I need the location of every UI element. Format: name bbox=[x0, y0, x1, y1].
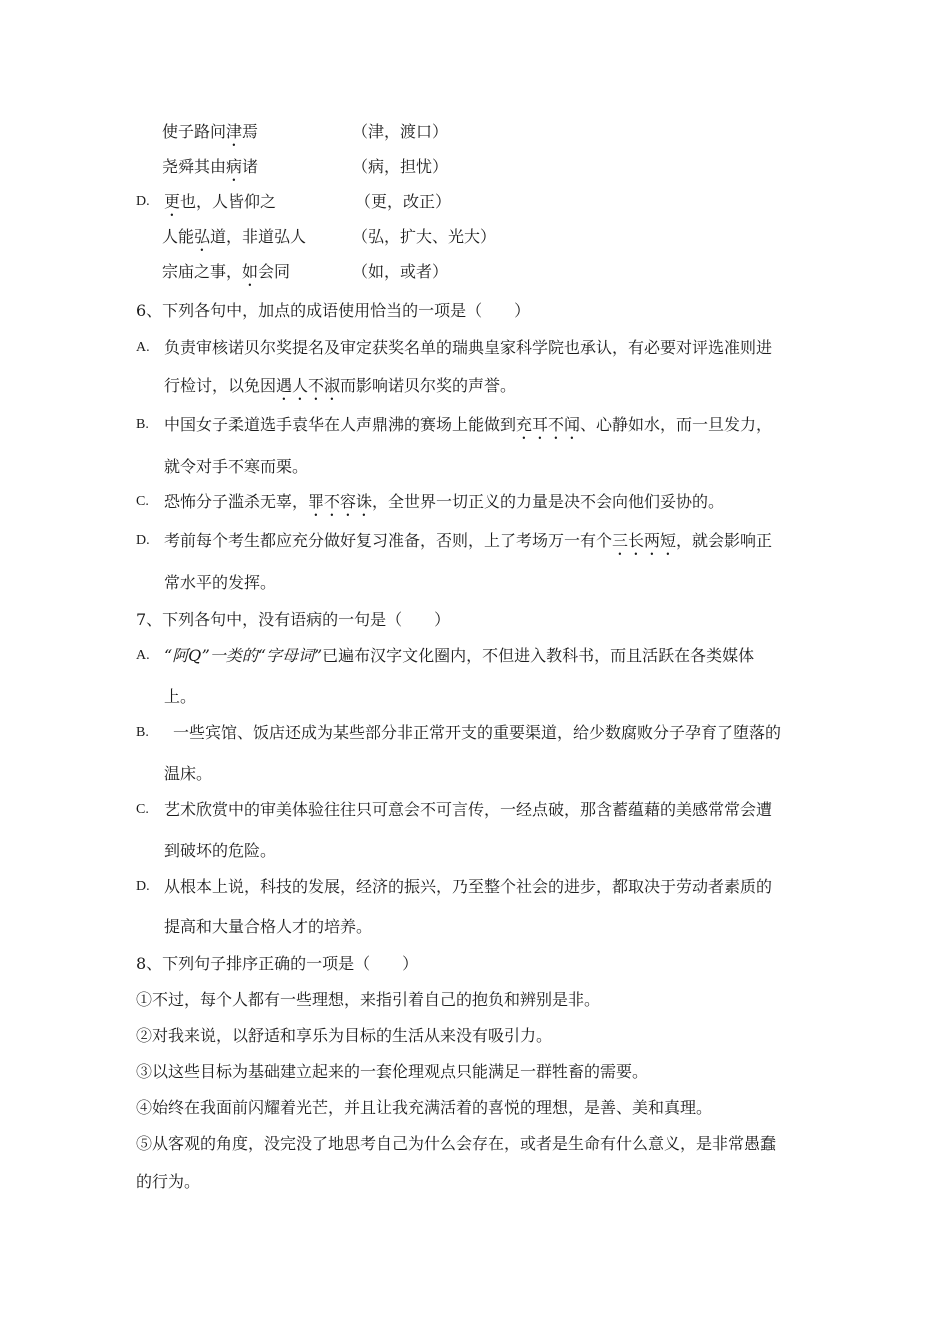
q7-option-b-line2: 温床。 bbox=[164, 764, 213, 783]
q8-sentence-5-line2: 的行为。 bbox=[136, 1172, 201, 1191]
q7-option-c-line2: 到破坏的危险。 bbox=[164, 841, 277, 860]
q6-option-a-label: A. bbox=[136, 340, 150, 355]
q8-sentence-1: ①不过，每个人都有一些理想，来指引着自己的抱负和辨别是非。 bbox=[136, 990, 601, 1009]
q6-option-d-label: D. bbox=[136, 533, 150, 548]
q5-item-hong: 人能弘道，非道弘人 bbox=[162, 227, 307, 246]
q7-option-d-line2: 提高和大量合格人才的培养。 bbox=[164, 917, 373, 936]
dotted-idiom: 三长两短 bbox=[612, 531, 677, 550]
dotted-char: 如 bbox=[242, 262, 259, 281]
q7-option-c-label: C. bbox=[136, 802, 149, 817]
q6-option-a-line1: 负责审核诺贝尔奖提名及审定获奖名单的瑞典皇家科学院也承认，有必要对评选准则进 bbox=[164, 338, 773, 357]
dotted-char: 病 bbox=[226, 157, 243, 176]
dotted-idiom: 遇人不淑 bbox=[276, 376, 341, 395]
dotted-char: 更 bbox=[164, 192, 181, 211]
q7-option-b-label: B. bbox=[136, 725, 149, 740]
q5-gloss-bing: （病，担忧） bbox=[352, 157, 449, 176]
q6-option-d-line1: 考前每个考生都应充分做好复习准备，否则，上了考场万一有个三长两短，就会影响正 bbox=[164, 531, 773, 550]
q7-option-c-line1: 艺术欣赏中的审美体验往往只可意会不可言传，一经点破，那含蓄蕴藉的美感常常会遭 bbox=[164, 800, 773, 819]
q7-option-d-label: D. bbox=[136, 879, 150, 894]
q7-stem: 7、下列各句中，没有语病的一句是（ ） bbox=[136, 610, 451, 629]
q5-item-jin: 使子路问津焉 bbox=[162, 122, 259, 141]
q6-option-a-line2: 行检讨，以免因遇人不淑而影响诺贝尔奖的声誉。 bbox=[164, 376, 517, 395]
dotted-char: 津 bbox=[226, 122, 243, 141]
q5-item-geng: 更也，人皆仰之 bbox=[164, 192, 277, 211]
q7-option-a-line1: “阿Q”一类的“字母词”已遍布汉字文化圈内，不但进入教科书，而且活跃在各类媒体 bbox=[164, 646, 755, 665]
q5-gloss-ru: （如，或者） bbox=[352, 262, 449, 281]
q6-option-c-line1: 恐怖分子滥杀无辜，罪不容诛，全世界一切正义的力量是决不会向他们妥协的。 bbox=[164, 492, 725, 511]
q5-item-bing: 尧舜其由病诸 bbox=[162, 157, 259, 176]
q5-gloss-jin: （津，渡口） bbox=[352, 122, 449, 141]
q8-stem: 8、下列句子排序正确的一项是（ ） bbox=[136, 954, 419, 973]
q8-sentence-5-line1: ⑤从客观的角度，没完没了地思考自己为什么会存在，或者是生命有什么意义，是非常愚蠢 bbox=[136, 1134, 777, 1153]
q6-option-b-line1: 中国女子柔道选手袁华在人声鼎沸的赛场上能做到充耳不闻、心静如水，而一旦发力， bbox=[164, 415, 773, 434]
q6-option-d-line2: 常水平的发挥。 bbox=[164, 573, 277, 592]
q5-gloss-geng: （更，改正） bbox=[355, 192, 452, 211]
q7-option-d-line1: 从根本上说，科技的发展，经济的振兴，乃至整个社会的进步，都取决于劳动者素质的 bbox=[164, 877, 773, 896]
q8-sentence-4: ④始终在我面前闪耀着光芒，并且让我充满活着的喜悦的理想，是善、美和真理。 bbox=[136, 1098, 713, 1117]
dotted-char: 弘 bbox=[194, 227, 211, 246]
q5-option-d-label: D. bbox=[136, 194, 150, 209]
q7-option-b-line1: 一些宾馆、饭店还成为某些部分非正常开支的重要渠道，给少数腐败分子孕育了堕落的 bbox=[173, 723, 782, 742]
q7-option-a-line2: 上。 bbox=[164, 687, 197, 706]
q8-sentence-2: ②对我来说，以舒适和享乐为目标的生活从来没有吸引力。 bbox=[136, 1026, 553, 1045]
q6-option-b-label: B. bbox=[136, 417, 149, 432]
dotted-idiom: 罪不容诛 bbox=[308, 492, 373, 511]
q8-sentence-3: ③以这些目标为基础建立起来的一套伦理观点只能满足一群牲畜的需要。 bbox=[136, 1062, 649, 1081]
q6-stem: 6、下列各句中，加点的成语使用恰当的一项是（ ） bbox=[136, 301, 531, 320]
q5-gloss-hong: （弘，扩大、光大） bbox=[352, 227, 497, 246]
dotted-idiom: 充耳不闻 bbox=[516, 415, 581, 434]
q6-option-c-label: C. bbox=[136, 494, 149, 509]
q5-item-ru: 宗庙之事，如会同 bbox=[162, 262, 291, 281]
q6-option-b-line2: 就令对手不寒而栗。 bbox=[164, 457, 309, 476]
q7-option-a-label: A. bbox=[136, 648, 150, 663]
